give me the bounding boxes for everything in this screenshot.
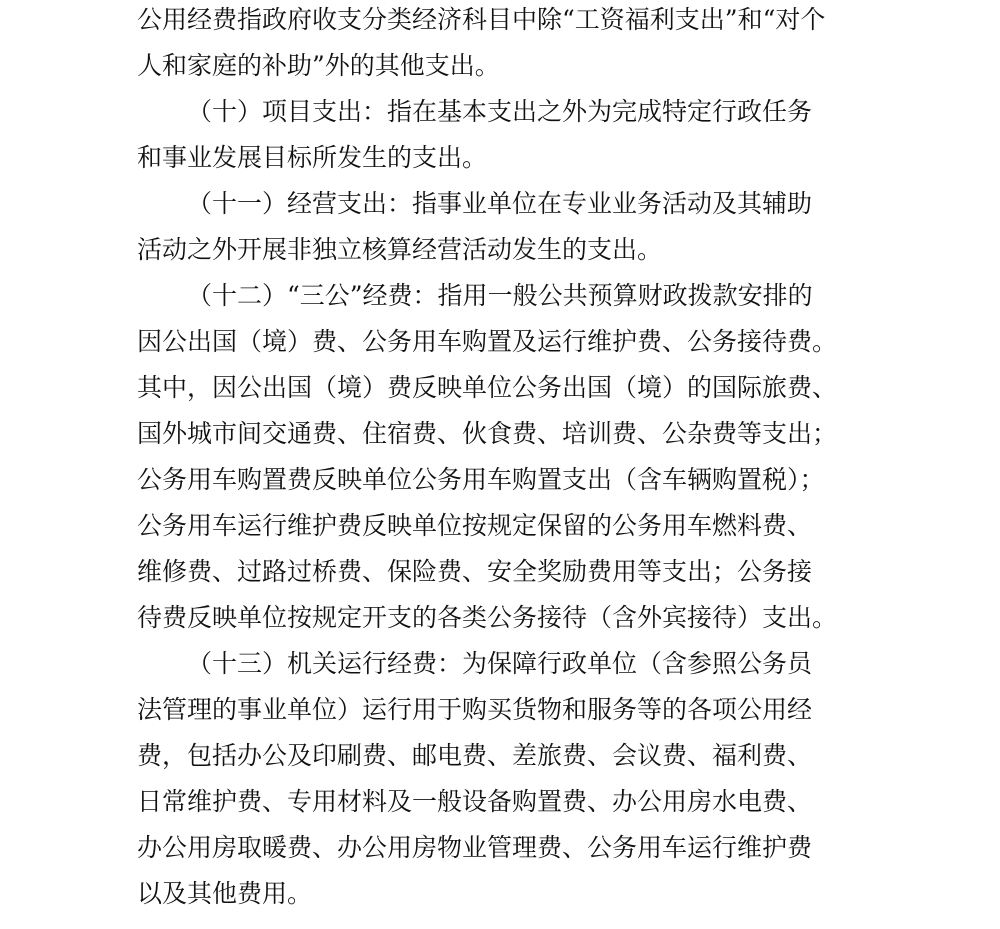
text-line-13: 维修费、过路过桥费、保险费、安全奖励费用等支出；公务接 (137, 557, 813, 586)
text-line-2: 人和家庭的补助”外的其他支出。 (137, 51, 500, 80)
text-line-1: 公用经费指政府收支分类经济科目中除“工资福利支出”和“对个 (137, 5, 826, 34)
text-line-17: 费，包括办公及印刷费、邮电费、差旅费、会议费、福利费、 (137, 741, 813, 770)
text-line-10: 国外城市间交通费、住宿费、伙食费、培训费、公杂费等支出； (137, 419, 838, 448)
text-line-11: 公务用车购置费反映单位公务用车购置支出（含车辆购置税）； (137, 465, 825, 494)
text-line-3: （十）项目支出：指在基本支出之外为完成特定行政任务 (187, 97, 813, 126)
text-line-8: 因公出国（境）费、公务用车购置及运行维护费、公务接待费。 (137, 327, 838, 356)
text-line-15: （十三）机关运行经费：为保障行政单位（含参照公务员 (187, 649, 813, 678)
text-line-5: （十一）经营支出：指事业单位在专业业务活动及其辅助 (187, 189, 813, 218)
text-line-6: 活动之外开展非独立核算经营活动发生的支出。 (137, 235, 663, 264)
text-line-9: 其中，因公出国（境）费反映单位公务出国（境）的国际旅费、 (137, 373, 838, 402)
text-line-20: 以及其他费用。 (137, 879, 313, 908)
text-line-7: （十二）“三公”经费：指用一般公共预算财政拨款安排的 (187, 281, 813, 310)
text-line-19: 办公用房取暖费、办公用房物业管理费、公务用车运行维护费 (137, 833, 813, 862)
text-line-4: 和事业发展目标所发生的支出。 (137, 143, 488, 172)
text-line-18: 日常维护费、专用材料及一般设备购置费、办公用房水电费、 (137, 787, 813, 816)
text-line-14: 待费反映单位按规定开支的各类公务接待（含外宾接待）支出。 (137, 603, 838, 632)
text-line-12: 公务用车运行维护费反映单位按规定保留的公务用车燃料费、 (137, 511, 813, 540)
text-line-16: 法管理的事业单位）运行用于购买货物和服务等的各项公用经 (137, 695, 813, 724)
